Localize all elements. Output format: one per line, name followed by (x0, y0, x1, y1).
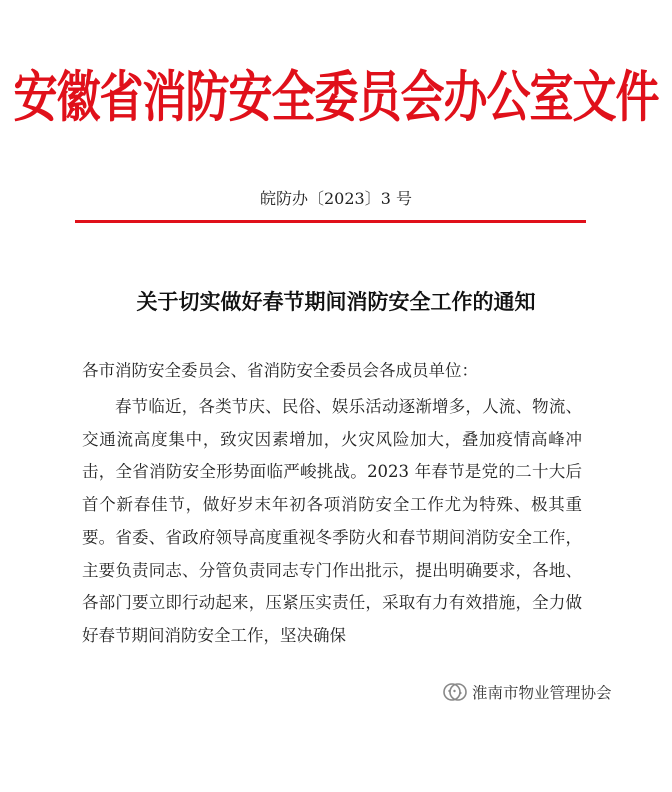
source-watermark (442, 678, 612, 706)
red-divider-line (75, 220, 586, 223)
notice-body-paragraph: 春节临近，各类节庆、民俗、娱乐活动逐渐增多，人流、物流、交通流高度集中，致灾因素增加，火灾风险加大，叠加疫情高峰冲击，全省消防安全形势面临严峻挑战。2023 年春节是党的二十大后首个新春佳节，做好岁末年初各项消防安全工作尤为特殊、极其重要。省委、省政府领导高度重视冬季防火和春节期间消防安全工作，主要负责同志、分管负责同志专门作出批示，提出明确要求，各地、各部门要立即行动起来，压紧压实责任，采取有力有效措施，全力做好春节期间消防安全工作，坚决确保 (82, 397, 582, 645)
document-number: 皖防办〔2023〕3 号 (260, 189, 412, 208)
document-header-title: 安徽省消防安全委员会办公室文件 (13, 65, 659, 130)
watermark-account-name: 淮南市物业管理协会 (472, 684, 612, 702)
notice-title: 关于切实做好春节期间消防安全工作的通知 (136, 290, 536, 314)
addressee-line: 各市消防安全委员会、省消防安全委员会各成员单位： (82, 361, 478, 380)
wechat-official-account-icon (442, 681, 468, 703)
